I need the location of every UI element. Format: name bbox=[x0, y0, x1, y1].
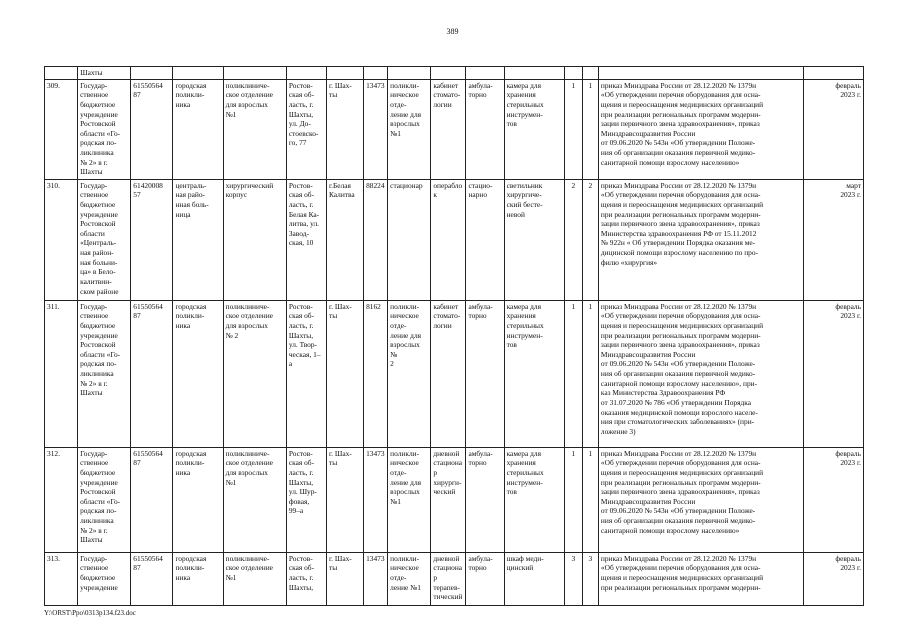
department-cell: поликлиниче- ское отделение для взрослых № 2 bbox=[223, 300, 286, 447]
department-cell: поликлиниче- ское отделение для взрослых №1 bbox=[223, 79, 286, 179]
quantity-cell: 1 bbox=[582, 447, 598, 552]
department-cell: хирургический корпус bbox=[223, 179, 286, 300]
row-number: 312. bbox=[45, 447, 78, 552]
locality-code-cell: 13473 bbox=[364, 447, 388, 552]
locality-code-cell: 13473 bbox=[364, 552, 388, 605]
address-cell: Ростов- ская об- ласть, г. Шахты, ул. До- стоевско- го, 77 bbox=[286, 79, 326, 179]
unit-cell: поликли- ническое отде- ление №1 bbox=[388, 552, 431, 605]
organization-cell: Государ- ственное бюджетное учреждение bbox=[78, 552, 131, 605]
quantity-cell: 2 bbox=[582, 179, 598, 300]
equipment-table bbox=[44, 66, 864, 606]
continuation-cell: Шахты bbox=[78, 67, 131, 80]
address-cell: Ростов- ская об- ласть, г. Шахты, bbox=[286, 552, 326, 605]
care-mode-cell: амбула- торно bbox=[466, 79, 504, 179]
continuation-row bbox=[45, 67, 864, 80]
legal-basis-cell: приказ Минздрава России от 28.12.2020 № 1379н «Об утверждении перечня оборудования для осна- щения и переоснащения медицинских организаций при реализации региональных программ модерни- зации первичного звена здравоохранения», приказ Министерства здравоохранения РФ от 15.11.2012 № 922н « Об утверждении Порядка оказания ме- дицинской помощи взрослому населению по про- филю «хирургия» bbox=[598, 179, 803, 300]
address-cell: Ростов- ская об- ласть, г. Шахты, ул. Шур- фовая, 99–а bbox=[286, 447, 326, 552]
quantity-cell: 1 bbox=[582, 79, 598, 179]
quantity-cell: 1 bbox=[564, 79, 582, 179]
city-cell: г. Шах- ты bbox=[326, 300, 363, 447]
room-cell: дневной стационар терапев- тический bbox=[431, 552, 466, 605]
care-mode-cell: амбула- торно bbox=[466, 552, 504, 605]
org-code-cell: 61550564 87 bbox=[131, 447, 173, 552]
department-cell: поликлиниче- ское отделение для взрослых №1 bbox=[223, 447, 286, 552]
org-type-cell: городская поликли- ника bbox=[173, 300, 223, 447]
room-cell: операблок bbox=[431, 179, 466, 300]
table-row bbox=[45, 300, 864, 447]
page-number: 389 bbox=[446, 27, 459, 36]
org-type-cell: городская поликли- ника bbox=[173, 552, 223, 605]
row-number: 311. bbox=[45, 300, 78, 447]
care-mode-cell: амбула- торно bbox=[466, 300, 504, 447]
date-cell: февраль 2023 г. bbox=[803, 552, 863, 605]
city-cell: г. Шах- ты bbox=[326, 79, 363, 179]
legal-basis-cell: приказ Минздрава России от 28.12.2020 № 1379н «Об утверждении перечня оборудования для осна- щения и переоснащения медицинских организаций при реализации региональных программ модерни- bbox=[598, 552, 803, 605]
date-cell: февраль 2023 г. bbox=[803, 79, 863, 179]
city-cell: г.Белая Калитва bbox=[326, 179, 363, 300]
address-cell: Ростов- ская об- ласть, г. Шахты, ул. Твор- ческая, 1– а bbox=[286, 300, 326, 447]
row-number: 313. bbox=[45, 552, 78, 605]
org-code-cell: 61420008 57 bbox=[131, 179, 173, 300]
table-row bbox=[45, 447, 864, 552]
quantity-cell: 1 bbox=[564, 300, 582, 447]
org-type-cell: городская поликли- ника bbox=[173, 79, 223, 179]
room-cell: дневной стационар хирурги- ческий bbox=[431, 447, 466, 552]
row-number: 310. bbox=[45, 179, 78, 300]
locality-code-cell: 8162 bbox=[364, 300, 388, 447]
organization-cell: Государ- ственное бюджетное учреждение Ростовской области «Го- родская по- ликлиника № 2» в г. Шахты bbox=[78, 447, 131, 552]
unit-cell: поликли- ническое отде- ление для взрослых №1 bbox=[388, 447, 431, 552]
org-code-cell: 61550564 87 bbox=[131, 79, 173, 179]
quantity-cell: 1 bbox=[582, 300, 598, 447]
legal-basis-cell: приказ Минздрава России от 28.12.2020 № 1379н «Об утверждении перечня оборудования для осна- щения и переоснащения медицинских организаций при реализации региональных программ модерни- зации первичного звена здравоохранения», приказ Минздравсоцразвития России от 09.06.2020 № 543н «Об утверждении Положе- ния об организации оказания первичной медико- санитарной помощи взрослому населению», при- каз Министерства Здравоохранения РФ от 31.07.2020 № 786 «Об утверждении Порядка оказания медицинской помощи взрослого населе- ния при стоматологических заболеваниях» (при- ложение 3) bbox=[598, 300, 803, 447]
quantity-cell: 2 bbox=[564, 179, 582, 300]
org-code-cell: 61550564 87 bbox=[131, 552, 173, 605]
quantity-cell: 3 bbox=[564, 552, 582, 605]
organization-cell: Государ- ственное бюджетное учреждение Ростовской области «Го- родская по- ликлиника № 2» в г. Шахты bbox=[78, 79, 131, 179]
equipment-cell: светильник хирургиче- ский бесте- невой bbox=[504, 179, 564, 300]
equipment-cell: шкаф меди- цинский bbox=[504, 552, 564, 605]
organization-cell: Государ- ственное бюджетное учреждение Ростовской области «Го- родская по- ликлиника № 2» в г. Шахты bbox=[78, 300, 131, 447]
department-cell: поликлиниче- ское отделение №1 bbox=[223, 552, 286, 605]
legal-basis-cell: приказ Минздрава России от 28.12.2020 № 1379н «Об утверждении перечня оборудования для осна- щения и переоснащения медицинских организаций при реализации региональных программ модерни- зации первичного звена здравоохранения», приказ Минздравсоцразвития России от 09.06.2020 № 543н «Об утверждении Положе- ния об организации оказания первичной медико- санитарной помощи взрослому населению» bbox=[598, 79, 803, 179]
care-mode-cell: стацио- нарно bbox=[466, 179, 504, 300]
date-cell: март 2023 г. bbox=[803, 179, 863, 300]
room-cell: кабинет стомато- логии bbox=[431, 300, 466, 447]
quantity-cell: 3 bbox=[582, 552, 598, 605]
table-row bbox=[45, 552, 864, 605]
date-cell: февраль 2023 г. bbox=[803, 447, 863, 552]
organization-cell: Государ- ственное бюджетное учреждение Ростовской области «Централь- ная район- ная больни- ца» в Бело- калитвин- ском районе bbox=[78, 179, 131, 300]
city-cell: г. Шах- ты bbox=[326, 552, 363, 605]
unit-cell: поликли- ническое отде- ление для взрослых №1 bbox=[388, 79, 431, 179]
footer-file-path: Y:\ORST\Ppo\0313p134.f23.doc bbox=[44, 609, 136, 617]
legal-basis-cell: приказ Минздрава России от 28.12.2020 № 1379н «Об утверждении перечня оборудования для осна- щения и переоснащения медицинских организаций при реализации региональных программ модерни- зации первичного звена здравоохранения», приказ Минздравсоцразвития России от 09.06.2020 № 543н «Об утверждении Положе- ния об организации оказания первичной медико- санитарной помощи взрослому населению» bbox=[598, 447, 803, 552]
locality-code-cell: 88224 bbox=[364, 179, 388, 300]
address-cell: Ростов- ская об- ласть, г. Белая Ка- литва, ул. Завод- ская, 10 bbox=[286, 179, 326, 300]
unit-cell: поликли- ническое отде- ление для взрослых № 2 bbox=[388, 300, 431, 447]
care-mode-cell: амбула- торно bbox=[466, 447, 504, 552]
org-code-cell: 61550564 87 bbox=[131, 300, 173, 447]
org-type-cell: централь- ная райо- нная боль- ница bbox=[173, 179, 223, 300]
equipment-cell: камера для хранения стерильных инструмен- тов bbox=[504, 300, 564, 447]
table-row bbox=[45, 179, 864, 300]
org-type-cell: городская поликли- ника bbox=[173, 447, 223, 552]
quantity-cell: 1 bbox=[564, 447, 582, 552]
table-body bbox=[45, 67, 864, 606]
locality-code-cell: 13473 bbox=[364, 79, 388, 179]
equipment-cell: камера для хранения стерильных инструмен- тов bbox=[504, 447, 564, 552]
date-cell: февраль 2023 г. bbox=[803, 300, 863, 447]
city-cell: г. Шах- ты bbox=[326, 447, 363, 552]
row-number: 309. bbox=[45, 79, 78, 179]
table-row bbox=[45, 79, 864, 179]
equipment-cell: камера для хранения стерильных инструмен- тов bbox=[504, 79, 564, 179]
unit-cell: стационар bbox=[388, 179, 431, 300]
room-cell: кабинет стомато- логии bbox=[431, 79, 466, 179]
